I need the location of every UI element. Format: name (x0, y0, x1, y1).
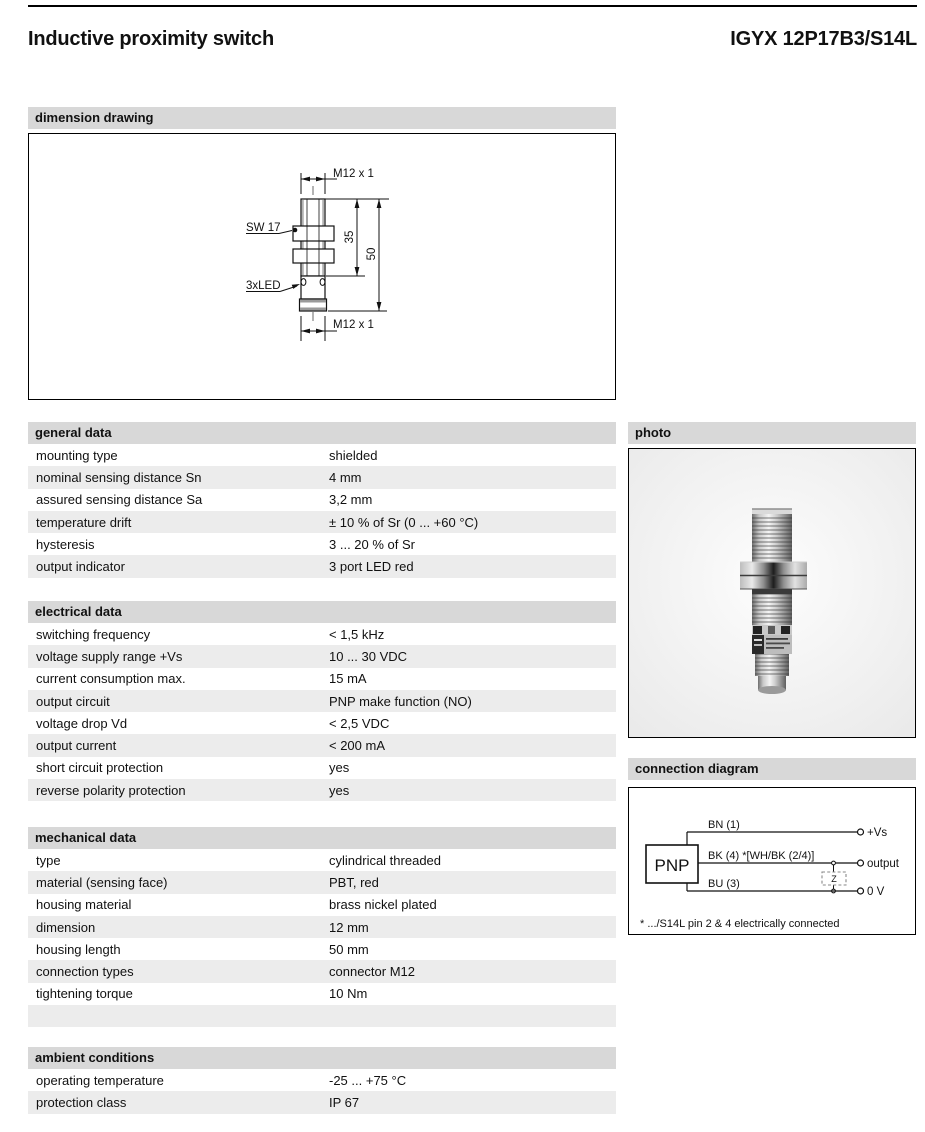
row-value: PNP make function (NO) (329, 693, 472, 709)
table-row (28, 668, 616, 690)
dimension-drawing-header: dimension drawing (28, 107, 616, 129)
row-value: 3,2 mm (329, 492, 373, 508)
row-label: current consumption max. (36, 671, 186, 687)
row-label: tightening torque (36, 986, 133, 1002)
row-label: output indicator (36, 559, 125, 575)
row-value: shielded (329, 447, 378, 463)
table-row (28, 511, 616, 533)
table-row (28, 690, 616, 712)
dimension-drawing-box (28, 133, 616, 400)
wire3-label: BU (3) (708, 878, 740, 890)
wire3-terminal: 0 V (867, 886, 885, 898)
row-label: connection types (36, 964, 134, 980)
led-label: 3xLED (246, 280, 281, 292)
row-value: 3 ... 20 % of Sr (329, 536, 415, 552)
table-row (28, 757, 616, 779)
row-value: brass nickel plated (329, 897, 437, 913)
table-row (28, 533, 616, 555)
connection-diagram-figure (629, 788, 915, 934)
row-value: ± 10 % of Sr (0 ... +60 °C) (329, 514, 479, 530)
mechanical-data-section (28, 827, 616, 1027)
table-row (28, 466, 616, 488)
table-row (28, 645, 616, 667)
diagram-footnote: * .../S14L pin 2 & 4 electrically connected (640, 918, 840, 930)
device-label: PNP (654, 856, 690, 875)
row-value: yes (329, 782, 350, 798)
table-row (28, 871, 616, 893)
table-row (28, 734, 616, 756)
table-row (28, 1069, 616, 1091)
table-row (28, 983, 616, 1005)
table-row (28, 894, 616, 916)
mechanical-data-header: mechanical data (28, 827, 616, 849)
row-value: 10 ... 30 VDC (329, 648, 408, 664)
table-row (28, 916, 616, 938)
row-value: -25 ... +75 °C (329, 1072, 407, 1088)
row-label: short circuit protection (36, 760, 164, 776)
row-label: output current (36, 738, 117, 754)
electrical-data-header: electrical data (28, 601, 616, 623)
page-title: Inductive proximity switch (28, 28, 274, 50)
ambient-conditions-header: ambient conditions (28, 1047, 616, 1069)
table-row (28, 849, 616, 871)
connection-diagram-header: connection diagram (628, 758, 916, 780)
row-label: nominal sensing distance Sn (36, 469, 202, 485)
row-label: operating temperature (36, 1072, 164, 1088)
general-data-header: general data (28, 422, 616, 444)
thread-size-label-top: M12 x 1 (333, 168, 374, 180)
wire2-terminal: output (867, 858, 899, 870)
row-label: reverse polarity protection (36, 782, 186, 798)
wire1-label: BN (1) (708, 819, 740, 831)
row-value: 15 mA (329, 671, 367, 687)
row-value: cylindrical threaded (329, 852, 442, 868)
table-row (28, 444, 616, 466)
table-row (28, 712, 616, 734)
row-label: material (sensing face) (36, 874, 168, 890)
row-value: IP 67 (329, 1094, 360, 1110)
photo-box (628, 448, 916, 738)
outer-length-dim: 50 (366, 247, 379, 261)
row-label: temperature drift (36, 514, 132, 530)
row-label: dimension (36, 919, 96, 935)
product-code: IGYX 12P17B3/S14L (730, 28, 917, 50)
row-label: switching frequency (36, 626, 151, 642)
mechanical-data-table (28, 849, 616, 1027)
inner-length-dim: 35 (344, 230, 357, 244)
impedance-label: Z (831, 874, 837, 884)
table-row (28, 1005, 616, 1027)
row-label: output circuit (36, 693, 110, 709)
table-row (28, 960, 616, 982)
electrical-data-section (28, 601, 616, 801)
wire2-label: BK (4) *[WH/BK (2/4)] (708, 850, 815, 862)
row-value: 3 port LED red (329, 559, 414, 575)
dimension-drawing (29, 134, 615, 399)
row-value: 12 mm (329, 919, 369, 935)
ambient-conditions-table (28, 1069, 616, 1114)
table-row (28, 779, 616, 801)
row-label: type (36, 852, 61, 868)
wire1-terminal: +Vs (867, 827, 888, 839)
row-label: housing length (36, 941, 121, 957)
photo-header: photo (628, 422, 916, 444)
row-value: 10 Nm (329, 986, 368, 1002)
general-data-section (28, 422, 616, 578)
row-value: < 2,5 VDC (329, 715, 390, 731)
row-label: assured sensing distance Sa (36, 492, 203, 508)
row-value: connector M12 (329, 964, 415, 980)
row-label: mounting type (36, 447, 118, 463)
table-row (28, 938, 616, 960)
product-photo (629, 449, 915, 737)
row-value: < 200 mA (329, 738, 386, 754)
electrical-data-table (28, 623, 616, 801)
row-label: housing material (36, 897, 132, 913)
row-value: 4 mm (329, 469, 362, 485)
top-rule (28, 5, 917, 7)
connection-diagram-box (628, 787, 916, 935)
general-data-table (28, 444, 616, 578)
row-label: voltage drop Vd (36, 715, 128, 731)
table-row (28, 623, 616, 645)
table-row (28, 1091, 616, 1113)
row-label: protection class (36, 1094, 127, 1110)
thread-size-label-bottom: M12 x 1 (333, 319, 374, 331)
row-value: yes (329, 760, 350, 776)
table-row (28, 489, 616, 511)
ambient-conditions-section (28, 1047, 616, 1114)
wrench-size-label: SW 17 (246, 222, 281, 234)
row-value: PBT, red (329, 874, 379, 890)
table-row (28, 555, 616, 577)
row-value: 50 mm (329, 941, 369, 957)
row-label: voltage supply range +Vs (36, 648, 183, 664)
row-label: hysteresis (36, 536, 95, 552)
row-value: < 1,5 kHz (329, 626, 385, 642)
